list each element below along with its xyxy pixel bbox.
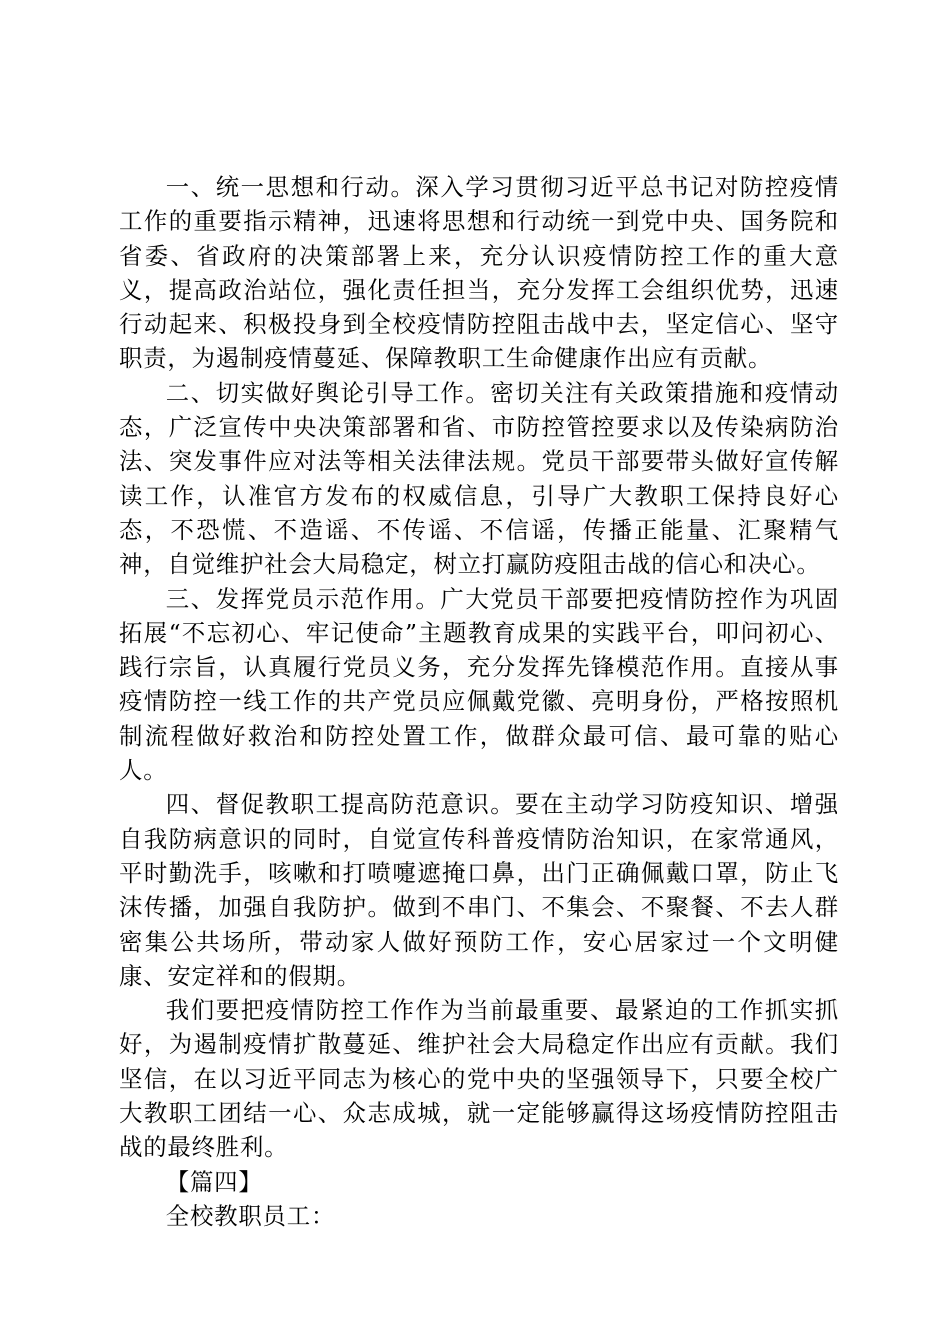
paragraph-1: 一、统一思想和行动。深入学习贯彻习近平总书记对防控疫情工作的重要指示精神，迅速将思想和行动统一到党中央、国务院和省委、省政府的决策部署上来，充分认识疫情防控工作的重大意义，提高政治站位，强化责任担当，充分发挥工会组织优势，迅速行动起来、积极投身到全校疫情防控阻击战中去，坚定信心、坚守职责，为遏制疫情蔓延、保障教职工生命健康作出应有贡献。	[119, 173, 839, 373]
paragraph-3: 三、发挥党员示范作用。广大党员干部要把疫情防控作为巩固拓展“不忘初心、牢记使命”主题教育成果的实践平台，叩问初心、践行宗旨，认真履行党员义务，充分发挥先锋模范作用。直接从事疫情防控一线工作的共产党员应佩戴党徽、亮明身份，严格按照机制流程做好救治和防控处置工作，做群众最可信、最可靠的贴心人。	[119, 584, 839, 785]
section-heading: 【篇四】	[165, 1167, 263, 1196]
paragraph-2: 二、切实做好舆论引导工作。密切关注有关政策措施和疫情动态，广泛宣传中央决策部署和省、市防控管控要求以及传染病防治法、突发事件应对法等相关法律法规。党员干部要带头做好宣传解读工作，认准官方发布的权威信息，引导广大教职工保持良好心态，不恐慌、不造谣、不传谣、不信谣，传播正能量、汇聚精气神，自觉维护社会大局稳定，树立打赢防疫阻击战的信心和决心。	[119, 378, 839, 579]
paragraph-4: 四、督促教职工提高防范意识。要在主动学习防疫知识、增强自我防病意识的同时，自觉宣传科普疫情防治知识，在家常通风，平时勤洗手，咳嗽和打喷嚏遮掩口鼻，出门正确佩戴口罩，防止飞沫传播，加强自我防护。做到不串门、不集会、不聚餐、不去人群密集公共场所，带动家人做好预防工作，安心居家过一个文明健康、安定祥和的假期。	[119, 790, 839, 990]
salutation: 全校教职员工：	[165, 1201, 336, 1230]
document-page	[119, 170, 839, 1233]
paragraph-5: 我们要把疫情防控工作作为当前最重要、最紧迫的工作抓实抓好，为遏制疫情扩散蔓延、维护社会大局稳定作出应有贡献。我们坚信，在以习近平同志为核心的党中央的坚强领导下，只要全校广大教职工团结一心、众志成城，就一定能够赢得这场疫情防控阻击战的最终胜利。	[119, 996, 839, 1162]
